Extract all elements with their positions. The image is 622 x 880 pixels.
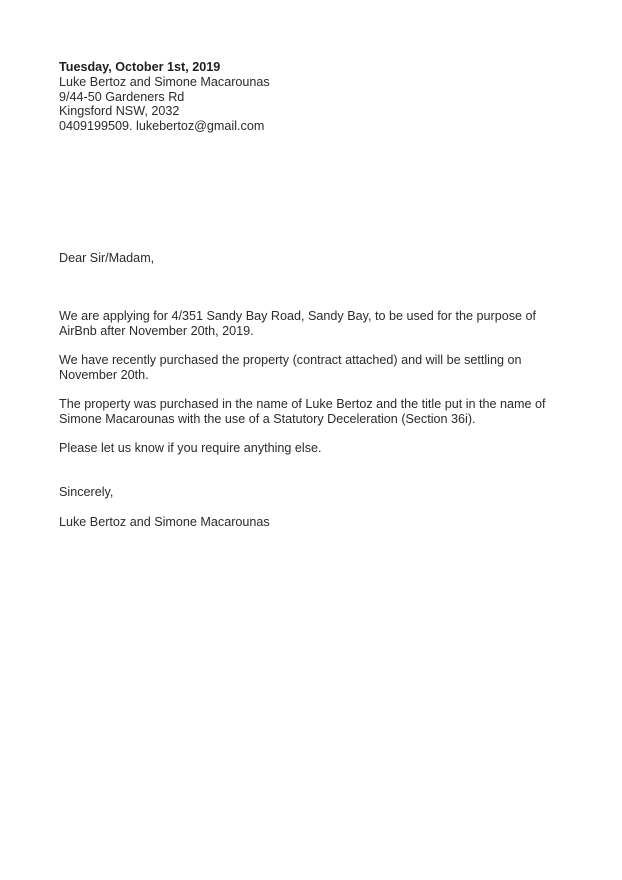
- sender-names: Luke Bertoz and Simone Macarounas: [59, 74, 270, 89]
- paragraph-line: Simone Macarounas with the use of a Statutory Deceleration (Section 36i).: [59, 411, 476, 426]
- paragraph-line: We have recently purchased the property (contract attached) and will be settling on: [59, 352, 522, 367]
- letter-date: Tuesday, October 1st, 2019: [59, 60, 221, 74]
- signature-names: Luke Bertoz and Simone Macarounas: [59, 514, 270, 529]
- salutation: [59, 251, 559, 266]
- paragraph-line: AirBnb after November 20th, 2019.: [59, 323, 254, 338]
- paragraph-request: [59, 441, 559, 456]
- letter-content: [59, 60, 559, 529]
- paragraph-line: The property was purchased in the name of Luke Bertoz and the title put in the name of: [59, 397, 546, 412]
- paragraph-purchase: [59, 353, 559, 383]
- closing: [59, 485, 559, 500]
- sender-address-line1: 9/44-50 Gardeners Rd: [59, 89, 185, 104]
- closing-text: Sincerely,: [59, 485, 114, 500]
- sender-address-line2: Kingsford NSW, 2032: [59, 104, 180, 119]
- paragraph-application: [59, 309, 559, 339]
- paragraph-title: [59, 397, 559, 427]
- signature: [59, 515, 559, 530]
- paragraph-line: We are applying for 4/351 Sandy Bay Road, Sandy Bay, to be used for the purpose of: [59, 308, 536, 323]
- letter-header: [59, 60, 559, 134]
- sender-contact: 0409199509. lukebertoz@gmail.com: [59, 119, 265, 134]
- paragraph-line: Please let us know if you require anything else.: [59, 441, 322, 456]
- paragraph-line: November 20th.: [59, 367, 149, 382]
- salutation-text: Dear Sir/Madam,: [59, 250, 155, 265]
